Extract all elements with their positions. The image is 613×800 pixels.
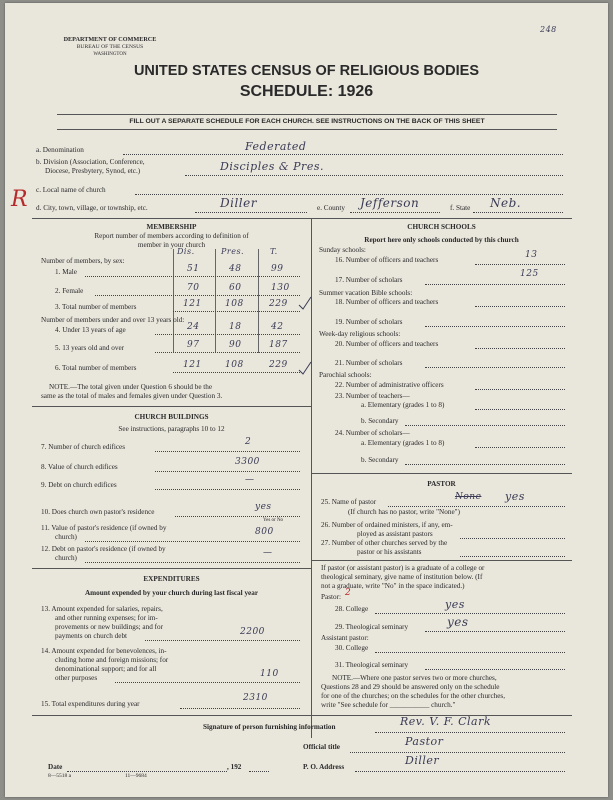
members-by-sex-label: Number of members, by sex: (41, 257, 125, 265)
q27-label-2: pastor or his assistants (357, 548, 422, 556)
po-address-value[interactable]: Diller (405, 754, 440, 767)
q25-struck: None (455, 492, 482, 502)
over13-label: 5. 13 years old and over (55, 344, 125, 352)
grad-text-2: theological seminary, give name of institution below. (If (321, 573, 483, 581)
department-line3: WASHINGTON (93, 52, 127, 57)
division-value[interactable]: Disciples & Pres. (220, 160, 324, 173)
date-label: Date (48, 763, 63, 771)
over13-pres[interactable]: 90 (229, 340, 242, 350)
city-label: d. City, town, village, or township, etc. (36, 204, 148, 212)
denomination-label: a. Denomination (36, 146, 84, 154)
total-members-label: 3. Total number of members (55, 303, 137, 311)
male-dis[interactable]: 51 (187, 264, 200, 274)
instruction-text: FILL OUT A SEPARATE SCHEDULE FOR EACH CHURCH. SEE INSTRUCTIONS ON THE BACK OF THIS SHEET (129, 118, 485, 125)
female-label: 2. Female (55, 287, 84, 295)
county-label: e. County (317, 204, 345, 212)
q28-label: 28. College (335, 605, 369, 613)
pastor-note-4: write "See schedule for ___________ church." (321, 701, 456, 709)
page-subtitle: SCHEDULE: 1926 (239, 83, 374, 100)
q26-label: 26. Number of ordained ministers, if any, em- (321, 521, 453, 529)
q13-value[interactable]: 2200 (240, 627, 265, 637)
parochial-label: Parochial schools: (319, 371, 372, 379)
print-number: 11—9684 (125, 773, 147, 779)
q27-label: 27. Number of other churches served by the (321, 539, 448, 547)
q25-value[interactable]: yes (505, 490, 525, 503)
total-total[interactable]: 229 (269, 299, 288, 309)
expenditures-heading: EXPENDITURES (143, 575, 200, 583)
q15-label: 15. Total expenditures during year (41, 700, 140, 708)
page-title: UNITED STATES CENSUS OF RELIGIOUS BODIES (133, 63, 480, 79)
over13-total[interactable]: 187 (269, 340, 288, 350)
q24b-label: b. Secondary (361, 456, 399, 464)
instruction-bar (57, 114, 557, 130)
pastor-mark: 2 (345, 588, 352, 598)
state-value[interactable]: Neb. (490, 196, 522, 210)
male-pres[interactable]: 48 (229, 264, 242, 274)
q14-line1: 14. Amount expended for benevolences, in- (41, 647, 167, 655)
member-col-3: T. (270, 247, 278, 256)
membership-intro-1: Report number of members according to definition of (94, 232, 249, 240)
q11-value[interactable]: 800 (255, 527, 274, 537)
under13-dis[interactable]: 24 (187, 322, 200, 332)
q14-line3: denominational support; and for all (55, 665, 157, 673)
q14-line2: cluding home and foreign missions; for (55, 656, 169, 664)
q13-line2: and other running expenses; for im- (55, 614, 158, 622)
q23-label: 23. Number of teachers— (335, 392, 410, 400)
expenditures-sub: Amount expended by your church during last fiscal year (84, 589, 259, 597)
q17-label: 17. Number of scholars (335, 276, 403, 284)
q7-label: 7. Number of church edifices (41, 443, 126, 451)
total-members-2-label: 6. Total number of members (55, 364, 137, 372)
q7-value[interactable]: 2 (245, 437, 252, 447)
q23a-label: a. Elementary (grades 1 to 8) (361, 401, 445, 409)
buildings-heading: CHURCH BUILDINGS (134, 413, 209, 421)
margin-mark: R (11, 187, 29, 212)
q10-label: 10. Does church own pastor's residence (41, 508, 155, 516)
q15-value[interactable]: 2310 (243, 693, 268, 703)
weekday-label: Week-day religious schools: (319, 330, 401, 338)
membership-intro-2: member in your church (137, 241, 206, 249)
q23b-label: b. Secondary (361, 417, 399, 425)
census-schedule-sheet (5, 3, 608, 797)
pastor-note-1: NOTE.—Where one pastor serves two or more churches, (332, 674, 497, 682)
city-value[interactable]: Diller (220, 196, 257, 210)
form-number: 8—5518 a (48, 773, 72, 779)
q13-line4: payments on church debt (55, 632, 128, 640)
signature-label: Signature of person furnishing information (203, 723, 336, 731)
stamp-number: 248 (540, 25, 557, 34)
q14-line4: other purposes (55, 674, 98, 682)
official-title-value[interactable]: Pastor (405, 735, 444, 748)
po-address-label: P. O. Address (303, 763, 345, 771)
q8-value[interactable]: 3300 (235, 457, 260, 467)
under13-pres[interactable]: 18 (229, 322, 242, 332)
membership-heading: MEMBERSHIP (146, 223, 197, 231)
member-col-1: Dis. (177, 247, 195, 256)
vacation-label: Summer vacation Bible schools: (319, 289, 413, 297)
pastor-note-3: for one of the churches; on the schedules for the other churches, (321, 692, 506, 700)
membership-note-2: same as the total of males and females given under Question 3. (41, 392, 223, 400)
signature-value[interactable]: Rev. V. F. Clark (400, 715, 492, 728)
local-name-label: c. Local name of church (36, 186, 106, 194)
q12-value[interactable]: — (263, 548, 273, 558)
county-value[interactable]: Jefferson (360, 196, 420, 210)
membership-note-1: NOTE.—The total given under Question 6 should be the (49, 383, 213, 391)
q31-label: 31. Theological seminary (335, 661, 409, 669)
department-line1: DEPARTMENT OF COMMERCE (63, 36, 157, 43)
over13-dis[interactable]: 97 (187, 340, 200, 350)
pastor-note-2: Questions 28 and 29 should be answered only on the schedule (321, 683, 500, 691)
q12-label-2: church) (55, 554, 77, 562)
q20-label: 20. Number of officers and teachers (335, 340, 439, 348)
total2-total[interactable]: 229 (269, 360, 288, 370)
female-dis[interactable]: 70 (187, 283, 200, 293)
q25-label: 25. Name of pastor (321, 498, 377, 506)
age-intro: Number of members under and over 13 years old: (41, 316, 185, 324)
total-pres[interactable]: 108 (225, 299, 244, 309)
sunday-label: Sunday schools: (319, 246, 366, 254)
female-total[interactable]: 130 (271, 283, 290, 293)
q25-sub: (If church has no pastor, write "None") (348, 508, 460, 516)
female-pres[interactable]: 60 (229, 283, 242, 293)
pastor-heading: PASTOR (427, 480, 456, 488)
member-col-2: Pres. (221, 247, 245, 256)
total2-pres[interactable]: 108 (225, 360, 244, 370)
q30-label: 30. College (335, 644, 369, 652)
q16-value[interactable]: 13 (525, 250, 538, 260)
yes-no-hint: Yes or No (263, 518, 284, 523)
q28-value[interactable]: yes (445, 598, 465, 611)
denomination-value[interactable]: Federated (245, 140, 307, 153)
q29-value[interactable]: yes (447, 615, 469, 629)
pastor-label: Pastor: (321, 593, 341, 601)
q18-label: 18. Number of officers and teachers (335, 298, 439, 306)
state-label: f. State (450, 204, 471, 212)
q13-line3: provements or new buildings; and for (55, 623, 163, 631)
grad-text-1: If pastor (or assistant pastor) is a graduate of a college or (321, 564, 485, 572)
q24-label: 24. Number of scholars— (335, 429, 410, 437)
male-label: 1. Male (55, 268, 77, 276)
q21-label: 21. Number of scholars (335, 359, 403, 367)
division-label: b. Division (Association, Conference, (36, 158, 145, 166)
q17-value[interactable]: 125 (520, 269, 539, 279)
grad-text-3: not a graduate, write "No" in the space indicated.) (321, 582, 465, 590)
division-label-2: Diocese, Presbytery, Synod, etc.) (45, 167, 141, 175)
q12-label: 12. Debt on pastor's residence (if owned by (41, 545, 166, 553)
q9-label: 9. Debt on church edifices (41, 481, 117, 489)
buildings-sub: See instructions, paragraphs 10 to 12 (118, 425, 225, 433)
total2-dis[interactable]: 121 (183, 360, 202, 370)
q19-label: 19. Number of scholars (335, 318, 403, 326)
q11-label-2: church) (55, 533, 77, 541)
under13-label: 4. Under 13 years of age (55, 326, 126, 334)
schools-heading: CHURCH SCHOOLS (407, 223, 476, 231)
under13-total[interactable]: 42 (271, 322, 284, 332)
q9-value[interactable]: — (245, 475, 255, 485)
q14-value[interactable]: 110 (260, 669, 279, 679)
q10-value[interactable]: yes (255, 502, 272, 512)
schools-sub: Report here only schools conducted by this church (364, 236, 519, 244)
year-label: , 192 (227, 763, 242, 771)
q11-label: 11. Value of pastor's residence (if owned by (41, 524, 167, 532)
q13-line1: 13. Amount expended for salaries, repairs, (41, 605, 163, 613)
department-line2: BUREAU OF THE CENSUS (76, 44, 144, 50)
official-title-label: Official title (303, 743, 340, 751)
q24a-label: a. Elementary (grades 1 to 8) (361, 439, 445, 447)
check-marks-icon (297, 295, 317, 383)
asst-pastor-label: Assistant pastor: (321, 634, 369, 642)
total-dis[interactable]: 121 (183, 299, 202, 309)
male-total[interactable]: 99 (271, 264, 284, 274)
q26-label-2: ployed as assistant pastors (357, 530, 433, 538)
q16-label: 16. Number of officers and teachers (335, 256, 439, 264)
q22-label: 22. Number of administrative officers (335, 381, 444, 389)
q29-label: 29. Theological seminary (335, 623, 409, 631)
q8-label: 8. Value of church edifices (41, 463, 118, 471)
